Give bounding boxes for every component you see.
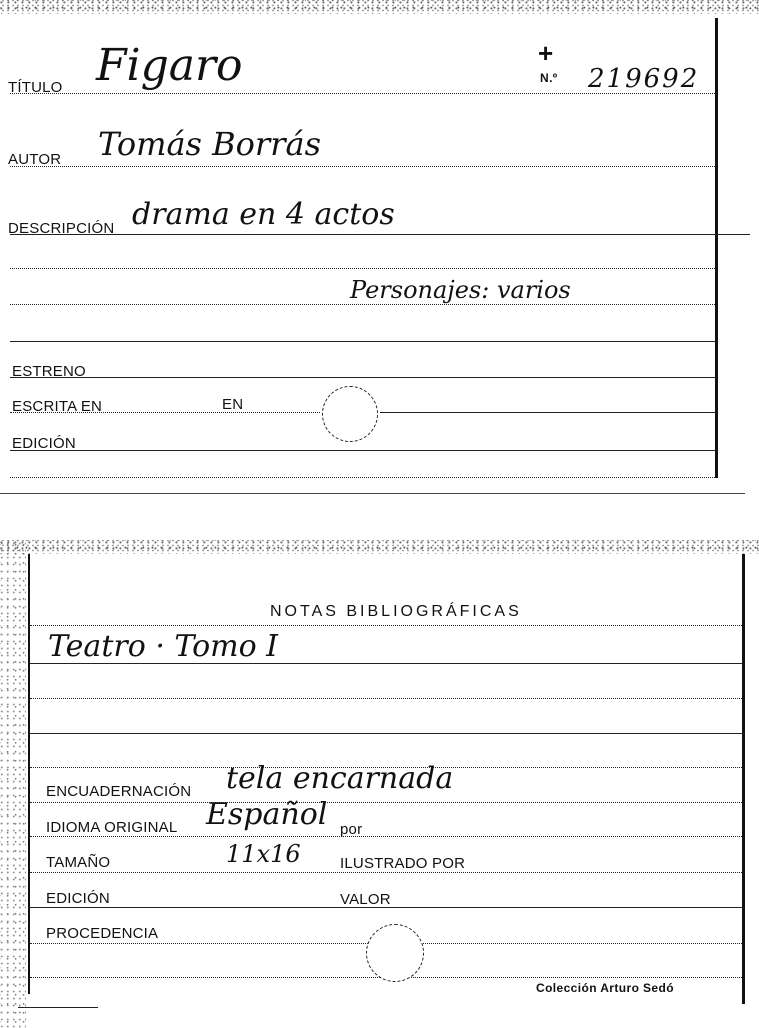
catalog-card-main <box>0 0 759 495</box>
number-value: 219692 <box>588 64 700 94</box>
card-right-border <box>715 18 718 478</box>
tamano-line <box>30 872 742 873</box>
notas-line-1 <box>30 625 742 626</box>
scan-noise-top-2 <box>0 540 759 554</box>
idioma-value: Español <box>206 797 328 832</box>
footer-stub-line <box>18 1007 98 1008</box>
estreno-label: ESTRENO <box>12 363 86 380</box>
blank-line-1 <box>10 268 715 269</box>
encuadernacion-label: ENCUADERNACIÓN <box>46 783 192 800</box>
catalog-card-notes <box>0 540 759 1028</box>
card2-left-border <box>28 554 30 994</box>
punch-hole-2 <box>366 924 424 982</box>
card-separator <box>0 493 745 494</box>
cross-mark: + <box>538 38 554 68</box>
valor-label: VALOR <box>340 891 391 908</box>
tamano-value: 11x16 <box>226 840 301 868</box>
escrita-line-right <box>380 412 715 413</box>
collection-footer: Colección Arturo Sedó <box>536 981 674 995</box>
card2-right-border <box>742 554 745 1004</box>
titulo-label: TÍTULO <box>8 79 63 96</box>
en-label: EN <box>222 396 244 413</box>
notas-line-3 <box>30 698 742 699</box>
por-label: por <box>340 821 363 838</box>
scan-noise-top <box>0 0 759 14</box>
tamano-label: TAMAÑO <box>46 854 111 871</box>
notas-line-4 <box>30 733 742 734</box>
autor-value: Tomás Borrás <box>98 125 322 163</box>
procedencia-label: PROCEDENCIA <box>46 925 159 942</box>
estreno-line <box>10 377 715 378</box>
notas-value: Teatro · Tomo I <box>48 629 279 664</box>
descripcion-value: drama en 4 actos <box>132 197 395 232</box>
bottom-line <box>10 477 715 478</box>
encuadernacion-value: tela encarnada <box>226 761 454 796</box>
blank-line-3 <box>10 341 715 342</box>
autor-line <box>10 166 715 167</box>
scan-noise-left <box>0 540 26 1028</box>
descripcion-label: DESCRIPCIÓN <box>8 220 115 237</box>
ilustrado-label: ILUSTRADO POR <box>340 855 466 872</box>
titulo-value: Figaro <box>96 40 243 91</box>
descripcion-extra: Personajes: varios <box>350 276 571 304</box>
idioma-label: IDIOMA ORIGINAL <box>46 819 178 836</box>
descripcion-line <box>10 234 750 235</box>
blank-line-2 <box>10 304 715 305</box>
edicion-label: EDICIÓN <box>12 435 76 452</box>
idioma-line <box>30 836 742 837</box>
notas-heading: NOTAS BIBLIOGRÁFICAS <box>270 603 522 620</box>
punch-hole <box>322 386 378 442</box>
number-label: N.º <box>540 71 558 85</box>
escrita-en-label: ESCRITA EN <box>12 398 103 415</box>
edicion-line <box>10 450 715 451</box>
autor-label: AUTOR <box>8 151 62 168</box>
encuadernacion-line <box>30 802 742 803</box>
edicion2-label: EDICIÓN <box>46 890 110 907</box>
